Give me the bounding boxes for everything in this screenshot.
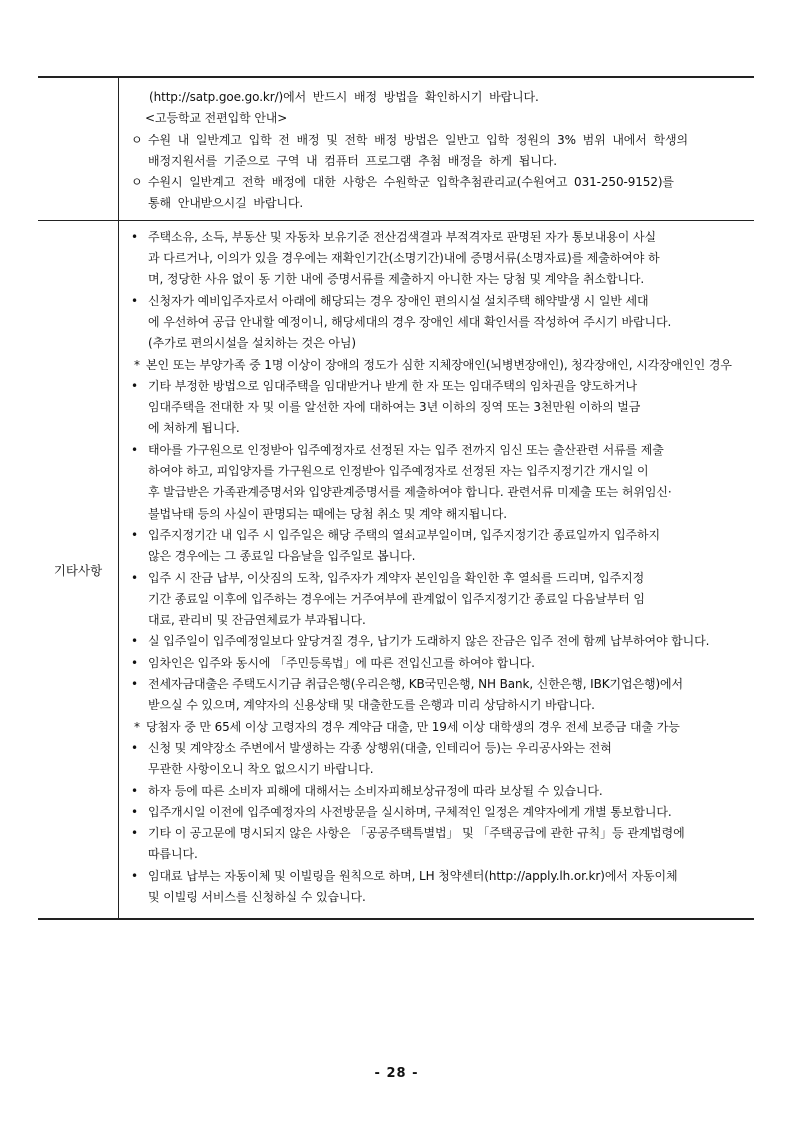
note-line: 및 이빌링 서비스를 신청하실 수 있습니다. [148, 889, 366, 904]
note-line: 며, 정당한 사유 없이 동 기한 내에 증명서류를 제출하지 아니한 자는 당첨 및 계약을 취소합니다. [148, 272, 645, 287]
bullet-mark: • [131, 826, 139, 841]
note-line: 과 다르거나, 이의가 있을 경우에는 재확인기간(소명기간)내에 증명서류(소명자료)를 제출하여야 하 [148, 251, 660, 266]
note-line: (추가로 편의시설을 설치하는 것은 아님) [148, 336, 356, 351]
note-line: 않은 경우에는 그 종료일 다음날을 입주일로 봅니다. [148, 549, 416, 564]
note-line: 따릅니다. [148, 847, 198, 862]
list-item [127, 866, 752, 909]
bullet-mark: • [131, 293, 139, 308]
note-line: 기타 부정한 방법으로 임대주택을 임대받거나 받게 한 자 또는 임대주택의 임차권을 양도하거나 [148, 378, 638, 393]
note-line: 받으실 수 있으며, 계약자의 신용상태 및 대출한도를 은행과 미리 상담하시기 바랍니다. [148, 698, 595, 713]
asterisk-mark: * [134, 719, 140, 734]
list-item [127, 291, 752, 355]
note-line: 에 처하게 됩니다. [148, 421, 240, 436]
note-line: 에 우선하여 공급 안내할 예정이니, 해당세대의 경우 장애인 세대 확인서를 작성하여 주시기 바랍니다. [148, 314, 672, 329]
footnote-item [127, 717, 752, 738]
list-item [127, 130, 752, 173]
asterisk-mark: * [134, 357, 140, 372]
notes-list [127, 221, 752, 919]
list-item [127, 631, 752, 652]
bullet-mark: • [131, 868, 139, 883]
list-item [127, 525, 752, 568]
note-line: 대료, 관리비 및 잔금연체료가 부과됩니다. [148, 613, 366, 628]
note-line: 기간 종료일 이후에 입주하는 경우에는 거주여부에 관계없이 입주지정기간 종료일 다음날부터 임 [148, 591, 645, 606]
bullet-mark: • [131, 655, 139, 670]
bullet-mark: • [131, 442, 139, 457]
section-heading: <고등학교 전편입학 안내> [145, 111, 288, 126]
info-line: 수원시 일반계고 전학 배정에 대한 사항은 수원학군 입학추첨관리교(수원여고 031-250-9152)를 [148, 175, 674, 190]
note-line: 무관한 사항이오니 착오 없으시기 바랍니다. [148, 762, 374, 777]
page-number: - 28 - [374, 1066, 419, 1081]
note-line: 전세자금대출은 주택도시기금 취급은행(우리은행, KB국민은행, NH Bank, 신한은행, IBK기업은행)에서 [148, 677, 684, 692]
bullet-mark: • [131, 804, 139, 819]
admission-info-cell [119, 77, 755, 220]
note-line: 주택소유, 소득, 부동산 및 자동차 보유기준 전산검색결과 부적격자로 판명된 자가 통보내용이 사실 [148, 229, 656, 244]
note-line: 임차인은 입주와 동시에 「주민등록법」에 따른 전입신고를 하여야 합니다. [148, 655, 535, 670]
info-line: 수원 내 일반계고 입학 전 배정 및 전학 배정 방법은 일반고 입학 정원의 3% 범위 내에서 학생의 [148, 132, 688, 147]
note-line: 기타 이 공고문에 명시되지 않은 사항은 「공공주택특별법」 및 「주택공급에 관한 규칙」등 관계법령에 [148, 826, 685, 841]
list-item [127, 653, 752, 674]
row-label-other-notes: 기타사항 [38, 220, 119, 919]
bullet-mark: • [131, 527, 139, 542]
note-line: 하자 등에 따른 소비자 피해에 대해서는 소비자피해보상규정에 따라 보상될 수 있습니다. [148, 783, 603, 798]
bullet-mark: • [131, 677, 139, 692]
note-line: 임대료 납부는 자동이체 및 이빌링을 원칙으로 하며, LH 청약센터(http://apply.lh.or.kr)에서 자동이체 [148, 868, 678, 883]
notice-sheet [38, 76, 754, 920]
circle-bullet: ㅇ [131, 175, 143, 190]
note-line: 입주 시 잔금 납부, 이삿짐의 도착, 입주자가 계약자 본인임을 확인한 후 열쇠를 드리며, 입주지정 [148, 570, 645, 585]
list-item [127, 823, 752, 866]
bullet-mark: • [131, 229, 139, 244]
table-row-admission [38, 77, 754, 220]
bullet-mark: • [131, 378, 139, 393]
list-item [127, 738, 752, 781]
note-line: 신청자가 예비입주자로서 아래에 해당되는 경우 장애인 편의시설 설치주택 해약발생 시 일반 세대 [148, 293, 649, 308]
info-line: 통해 안내받으시길 바랍니다. [148, 196, 304, 211]
note-line: 태아를 가구원으로 인정받아 입주예정자로 선정된 자는 입주 전까지 임신 또는 출산관련 서류를 제출 [148, 442, 664, 457]
bullet-mark: • [131, 740, 139, 755]
note-line: 당첨자 중 만 65세 이상 고령자의 경우 계약금 대출, 만 19세 이상 대학생의 경우 전세 보증금 대출 가능 [146, 719, 680, 734]
note-line: 입주개시일 이전에 입주예정자의 사전방문을 실시하며, 구체적인 일정은 계약자에게 개별 통보합니다. [148, 804, 672, 819]
note-line: 불법낙태 등의 사실이 판명되는 때에는 당첨 취소 및 계약 해지됩니다. [148, 506, 507, 521]
list-item [127, 376, 752, 440]
note-line: 입주지정기간 내 입주 시 입주일은 해당 주택의 열쇠교부일이며, 입주지정기간 종료일까지 입주하지 [148, 527, 661, 542]
list-item [127, 781, 752, 802]
bullet-mark: • [131, 783, 139, 798]
note-line: 실 입주일이 입주예정일보다 앞당겨질 경우, 납기가 도래하지 않은 잔금은 입주 전에 함께 납부하여야 합니다. [148, 634, 710, 649]
notice-table [38, 76, 754, 920]
note-line: 하여야 하고, 피입양자를 가구원으로 인정받아 입주예정자로 선정된 자는 입주지정기간 개시일 이 [148, 464, 649, 479]
list-item [127, 172, 752, 215]
table-row-other-notes [38, 220, 754, 919]
list-item [127, 674, 752, 717]
note-line: 신청 및 계약장소 주변에서 발생하는 각종 상행위(대출, 인테리어 등)는 우리공사와는 전혀 [148, 740, 612, 755]
list-item [127, 440, 752, 525]
circle-bullet: ㅇ [131, 132, 143, 147]
other-notes-cell [119, 220, 755, 919]
note-line: 임대주택을 전대한 자 및 이를 알선한 자에 대하여는 3년 이하의 징역 또는 3천만원 이하의 벌금 [148, 400, 641, 415]
row-label-empty [38, 77, 119, 220]
info-line: (http://satp.goe.go.kr/)에서 반드시 배정 방법을 확인하시기 바랍니다. [149, 90, 539, 104]
list-item [127, 568, 752, 632]
list-item [127, 227, 752, 291]
note-line: 본인 또는 부양가족 중 1명 이상이 장애의 정도가 심한 지체장애인(뇌병변장애인), 청각장애인, 시각장애인인 경우 [146, 357, 732, 372]
note-line: 후 발급받은 가족관계증명서와 입양관계증명서를 제출하여야 합니다. 관련서류 미제출 또는 허위임신· [148, 485, 672, 500]
info-line: 배정지원서를 기준으로 구역 내 컴퓨터 프로그램 추첨 배정을 하게 됩니다. [148, 153, 557, 168]
bullet-mark: • [131, 634, 139, 649]
bullet-mark: • [131, 570, 139, 585]
list-item [127, 802, 752, 823]
footnote-item [127, 355, 752, 376]
